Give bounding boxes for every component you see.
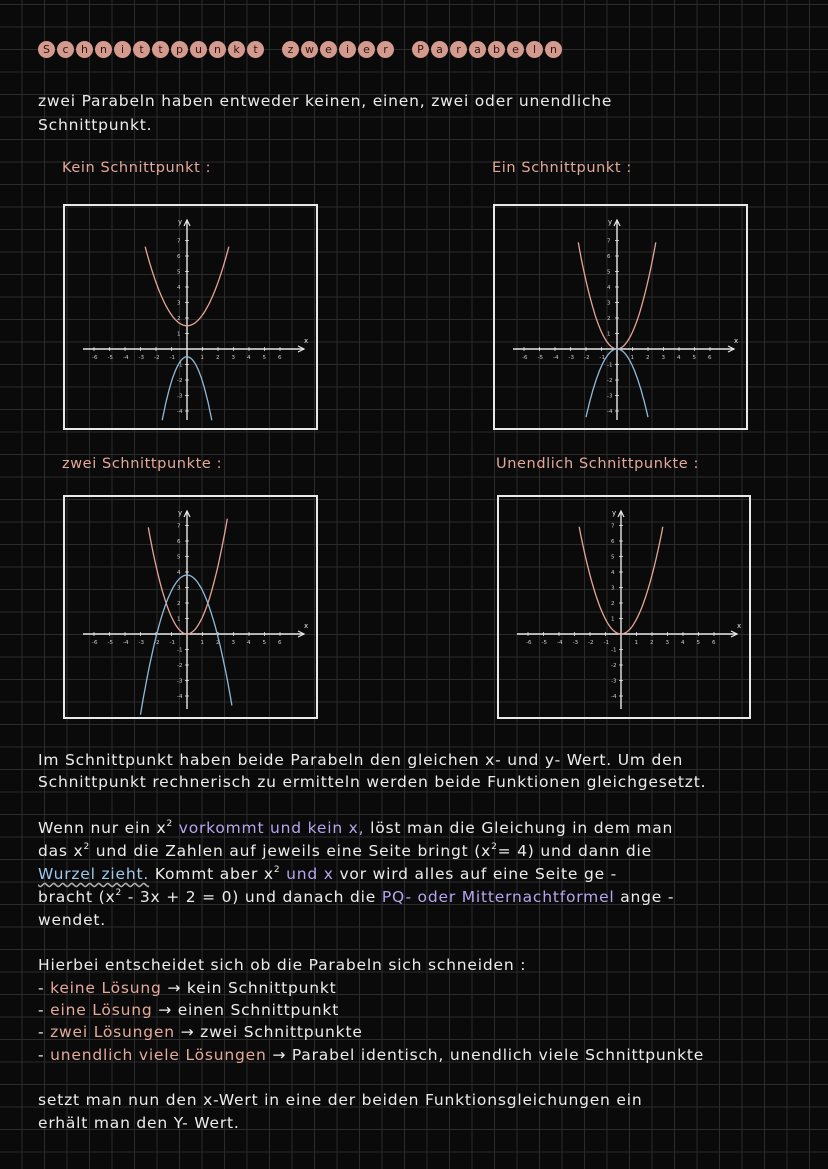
title-gap bbox=[396, 41, 410, 58]
list-item: - keine Lösung → kein Schnittpunkt bbox=[38, 979, 337, 997]
para2-line-5: wendet. bbox=[38, 911, 107, 929]
y-tick-label: 3 bbox=[611, 585, 615, 592]
x-tick-label: 4 bbox=[247, 640, 251, 646]
title-letter: n bbox=[209, 41, 226, 58]
y-tick-label: -3 bbox=[177, 678, 183, 685]
x-tick-label: -3 bbox=[138, 640, 144, 646]
title-letter: n bbox=[95, 41, 112, 58]
graph-no-intersection bbox=[63, 204, 318, 430]
x-tick-label: -3 bbox=[572, 640, 578, 646]
x-tick-label: 3 bbox=[661, 355, 665, 361]
x-tick-label: -6 bbox=[92, 640, 98, 646]
page-title bbox=[38, 41, 562, 58]
x-tick-label: -3 bbox=[568, 355, 574, 361]
y-axis-label: y bbox=[612, 509, 617, 517]
x-tick-label: 1 bbox=[630, 355, 634, 361]
x-tick-label: 4 bbox=[681, 640, 685, 646]
para2-line-1: Wenn nur ein $x^2$ vorkommt und kein x, löst man die Gleichung in dem man bbox=[38, 819, 674, 837]
y-tick-label: 4 bbox=[611, 570, 615, 576]
title-letter: S bbox=[38, 41, 55, 58]
title-letter: e bbox=[358, 41, 375, 58]
x-tick-label: 2 bbox=[646, 355, 650, 361]
y-tick-label: 5 bbox=[607, 269, 611, 276]
x-tick-label: 6 bbox=[278, 355, 282, 361]
para4-line-2: erhält man den Y- Wert. bbox=[38, 1114, 240, 1132]
x-tick-label: -4 bbox=[553, 355, 559, 361]
x-tick-label: -6 bbox=[526, 640, 532, 646]
y-tick-label: 4 bbox=[177, 570, 181, 576]
y-tick-label: 4 bbox=[607, 285, 611, 291]
y-tick-label: 1 bbox=[607, 331, 611, 338]
x-axis-label: x bbox=[304, 622, 309, 630]
y-tick-label: -1 bbox=[611, 647, 617, 654]
x-tick-label: -1 bbox=[169, 355, 175, 361]
red-parabola bbox=[148, 519, 227, 634]
x-tick-label: 1 bbox=[200, 640, 204, 646]
x-tick-label: 6 bbox=[712, 640, 716, 646]
y-tick-label: -1 bbox=[177, 362, 183, 369]
x-tick-label: 6 bbox=[708, 355, 712, 361]
title-letter: l bbox=[526, 41, 543, 58]
intro-line-1: zwei Parabeln haben entweder keinen, einen, zwei oder unendliche bbox=[38, 92, 613, 110]
title-letter: k bbox=[228, 41, 245, 58]
x-tick-label: 4 bbox=[677, 355, 681, 361]
x-tick-label: 2 bbox=[216, 355, 220, 361]
x-axis-label: x bbox=[304, 337, 309, 345]
list-item: - unendlich viele Lösungen → Parabel identisch, unendlich viele Schnittpunkte bbox=[38, 1046, 705, 1064]
title-letter: e bbox=[320, 41, 337, 58]
list-item: - zwei Lösungen → zwei Schnittpunkte bbox=[38, 1023, 363, 1041]
y-tick-label: 7 bbox=[177, 523, 181, 530]
x-tick-label: -4 bbox=[557, 640, 563, 646]
label-one-intersection: Ein Schnittpunkt : bbox=[492, 160, 632, 176]
y-tick-label: -4 bbox=[177, 409, 183, 415]
x-tick-label: -5 bbox=[107, 355, 113, 361]
x-tick-label: -5 bbox=[107, 640, 113, 646]
x-tick-label: -5 bbox=[537, 355, 543, 361]
label-no-intersection: Kein Schnittpunkt : bbox=[62, 160, 212, 176]
y-tick-label: 6 bbox=[177, 254, 181, 260]
label-two-intersections: zwei Schnittpunkte : bbox=[62, 456, 223, 472]
title-letter: a bbox=[469, 41, 486, 58]
y-tick-label: 1 bbox=[611, 616, 615, 623]
x-tick-label: 5 bbox=[696, 640, 700, 646]
y-tick-label: -2 bbox=[177, 378, 183, 384]
title-letter: n bbox=[545, 41, 562, 58]
graph-svg bbox=[499, 497, 749, 717]
y-axis-label: y bbox=[608, 218, 613, 226]
x-axis-label: x bbox=[737, 622, 742, 630]
graph-two-intersections bbox=[63, 495, 318, 719]
y-axis-label: y bbox=[178, 218, 183, 226]
label-infinite-intersections: Unendlich Schnittpunkte : bbox=[496, 456, 699, 472]
intro-line-2: Schnittpunkt. bbox=[38, 116, 153, 134]
y-tick-label: 3 bbox=[177, 300, 181, 307]
x-tick-label: -1 bbox=[169, 640, 175, 646]
x-tick-label: 1 bbox=[200, 355, 204, 361]
para2-line-2: das $x^2$ und die Zahlen auf jeweils eine Seite bringt $(x^2= 4)$ und dann die bbox=[38, 842, 652, 860]
x-tick-label: 3 bbox=[665, 640, 669, 646]
x-tick-label: 4 bbox=[247, 355, 251, 361]
title-letter: t bbox=[247, 41, 264, 58]
graph-svg bbox=[65, 497, 316, 717]
y-tick-label: -2 bbox=[611, 663, 617, 669]
title-gap bbox=[266, 41, 280, 58]
x-tick-label: -2 bbox=[584, 355, 590, 361]
x-tick-label: 1 bbox=[634, 640, 638, 646]
x-tick-label: -4 bbox=[123, 640, 129, 646]
title-letter: r bbox=[377, 41, 394, 58]
x-tick-label: 6 bbox=[278, 640, 282, 646]
y-tick-label: 4 bbox=[177, 285, 181, 291]
y-tick-label: -1 bbox=[607, 362, 613, 369]
graph-infinite-intersections bbox=[497, 495, 751, 719]
y-tick-label: 1 bbox=[177, 331, 181, 338]
title-letter: i bbox=[114, 41, 131, 58]
y-tick-label: -3 bbox=[607, 393, 613, 400]
title-letter: b bbox=[488, 41, 505, 58]
y-tick-label: 5 bbox=[611, 554, 615, 561]
y-tick-label: 6 bbox=[177, 539, 181, 545]
y-tick-label: 1 bbox=[177, 616, 181, 623]
y-tick-label: 2 bbox=[177, 601, 181, 607]
y-tick-label: 5 bbox=[177, 269, 181, 276]
x-tick-label: -2 bbox=[588, 640, 594, 646]
title-letter: i bbox=[339, 41, 356, 58]
y-tick-label: -4 bbox=[611, 694, 617, 700]
graph-svg bbox=[495, 206, 746, 428]
y-tick-label: -3 bbox=[611, 678, 617, 685]
para2-line-4: bracht $(x^2 - 3x + 2 = 0)$ und danach die PQ- oder Mitternachtformel ange - bbox=[38, 888, 675, 906]
title-letter: r bbox=[450, 41, 467, 58]
graph-one-intersection bbox=[493, 204, 748, 430]
x-tick-label: -2 bbox=[154, 640, 160, 646]
x-tick-label: 5 bbox=[262, 355, 266, 361]
y-tick-label: -1 bbox=[177, 647, 183, 654]
para1-line-1: Im Schnittpunkt haben beide Parabeln den gleichen x- und y- Wert. Um den bbox=[38, 751, 684, 769]
y-tick-label: 2 bbox=[177, 316, 181, 322]
x-tick-label: 3 bbox=[231, 640, 235, 646]
title-letter: e bbox=[507, 41, 524, 58]
para1-line-2: Schnittpunkt rechnerisch zu ermitteln werden beide Funktionen gleichgesetzt. bbox=[38, 773, 707, 791]
x-tick-label: 5 bbox=[262, 640, 266, 646]
y-axis-label: y bbox=[178, 509, 183, 517]
y-tick-label: -3 bbox=[177, 393, 183, 400]
title-letter: c bbox=[57, 41, 74, 58]
x-tick-label: -3 bbox=[138, 355, 144, 361]
title-letter: h bbox=[76, 41, 93, 58]
list-item: - eine Lösung → einen Schnittpunkt bbox=[38, 1001, 340, 1019]
title-letter: z bbox=[282, 41, 299, 58]
x-tick-label: 3 bbox=[231, 355, 235, 361]
title-letter: p bbox=[171, 41, 188, 58]
y-tick-label: -2 bbox=[177, 663, 183, 669]
x-tick-label: 2 bbox=[650, 640, 654, 646]
title-letter: t bbox=[152, 41, 169, 58]
x-tick-label: -1 bbox=[603, 640, 609, 646]
x-tick-label: 5 bbox=[692, 355, 696, 361]
y-tick-label: 6 bbox=[607, 254, 611, 260]
x-tick-label: -6 bbox=[522, 355, 528, 361]
y-tick-label: 2 bbox=[607, 316, 611, 322]
y-tick-label: 3 bbox=[607, 300, 611, 307]
title-letter: P bbox=[412, 41, 429, 58]
y-tick-label: 7 bbox=[611, 523, 615, 530]
y-tick-label: 6 bbox=[611, 539, 615, 545]
para2-line-3: Wurzel zieht. Kommt aber $x^2$ und x vor wird alles auf eine Seite ge - bbox=[38, 865, 618, 883]
y-tick-label: 7 bbox=[177, 238, 181, 245]
x-tick-label: -4 bbox=[123, 355, 129, 361]
x-tick-label: -1 bbox=[599, 355, 605, 361]
y-tick-label: 2 bbox=[611, 601, 615, 607]
title-letter: t bbox=[133, 41, 150, 58]
x-tick-label: -2 bbox=[154, 355, 160, 361]
title-letter: w bbox=[301, 41, 318, 58]
para4-line-1: setzt man nun den x-Wert in eine der beiden Funktionsgleichungen ein bbox=[38, 1091, 643, 1109]
para3-intro: Hierbei entscheidet sich ob die Parabeln sich schneiden : bbox=[38, 956, 527, 974]
y-tick-label: 5 bbox=[177, 554, 181, 561]
y-tick-label: -2 bbox=[607, 378, 613, 384]
x-tick-label: -5 bbox=[541, 640, 547, 646]
title-letter: a bbox=[431, 41, 448, 58]
y-tick-label: -4 bbox=[607, 409, 613, 415]
x-axis-label: x bbox=[734, 337, 739, 345]
y-tick-label: -4 bbox=[177, 694, 183, 700]
graph-svg bbox=[65, 206, 316, 428]
y-tick-label: 3 bbox=[177, 585, 181, 592]
x-tick-label: 2 bbox=[216, 640, 220, 646]
y-tick-label: 7 bbox=[607, 238, 611, 245]
title-letter: u bbox=[190, 41, 207, 58]
x-tick-label: -6 bbox=[92, 355, 98, 361]
